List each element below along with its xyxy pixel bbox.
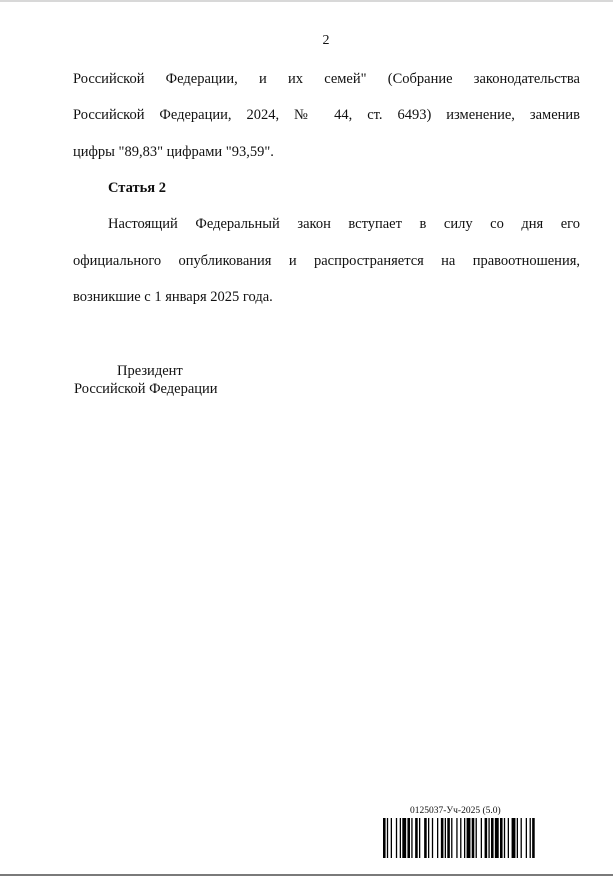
barcode-bar — [532, 818, 535, 858]
barcode-bar — [387, 818, 388, 858]
barcode-bar — [428, 818, 429, 858]
barcode-bar — [472, 818, 475, 858]
paragraph2-line3: возникшие с 1 января 2025 года. — [73, 289, 273, 305]
barcode-bar — [456, 818, 457, 858]
barcode-bar — [485, 818, 488, 858]
paragraph1-line2: Российской Федерации, 2024, № 44, ст. 6493) изменение, заменив — [73, 107, 580, 123]
barcode-bar — [441, 818, 444, 858]
barcode-bar — [467, 818, 471, 858]
barcode-bar — [383, 818, 386, 858]
barcode-bar — [491, 818, 494, 858]
barcode-bar — [451, 818, 452, 858]
barcode-bar — [396, 818, 397, 858]
page-number: 2 — [322, 33, 330, 48]
barcode-bar — [460, 818, 461, 858]
barcode-bar — [504, 818, 505, 858]
barcode-bar — [411, 818, 412, 858]
barcode-bar — [526, 818, 527, 858]
paragraph1-line3: цифры "89,83" цифрами "93,59". — [73, 144, 274, 160]
barcode-bar — [481, 818, 482, 858]
barcode-bar — [424, 818, 427, 858]
article-heading: Статья 2 — [108, 180, 166, 196]
barcode-bar — [419, 818, 420, 858]
barcode-bar — [437, 818, 438, 858]
barcode-bar — [407, 818, 410, 858]
paragraph2-line2: официального опубликования и распространяется на правоотношения, — [73, 253, 580, 269]
barcode-bar — [464, 818, 465, 858]
barcode-bar — [445, 818, 446, 858]
barcode-bar — [415, 818, 418, 858]
barcode-bar — [402, 818, 406, 858]
barcode-bar — [391, 818, 392, 858]
barcode-bar — [495, 818, 499, 858]
barcode-bar — [400, 818, 401, 858]
barcode-bar — [447, 818, 450, 858]
barcode-bar — [488, 818, 489, 858]
barcode-bar — [476, 818, 477, 858]
barcode-bar — [521, 818, 522, 858]
barcode-bar — [500, 818, 503, 858]
paragraph2-line1: Настоящий Федеральный закон вступает в силу со дня его — [108, 216, 580, 232]
top-edge-rule — [0, 0, 613, 2]
barcode-bar — [530, 818, 531, 858]
barcode-label: 0125037-Уч-2025 (5.0) — [410, 806, 501, 816]
paragraph1-line1: Российской Федерации, и их семей" (Собрание законодательства — [73, 71, 580, 87]
signature-title-federation: Российской Федерации — [74, 381, 218, 397]
barcode — [383, 818, 536, 858]
barcode-bar — [517, 818, 518, 858]
barcode-bar — [512, 818, 516, 858]
signature-title-president: Президент — [117, 363, 183, 379]
barcode-bar — [432, 818, 433, 858]
barcode-bar — [508, 818, 509, 858]
